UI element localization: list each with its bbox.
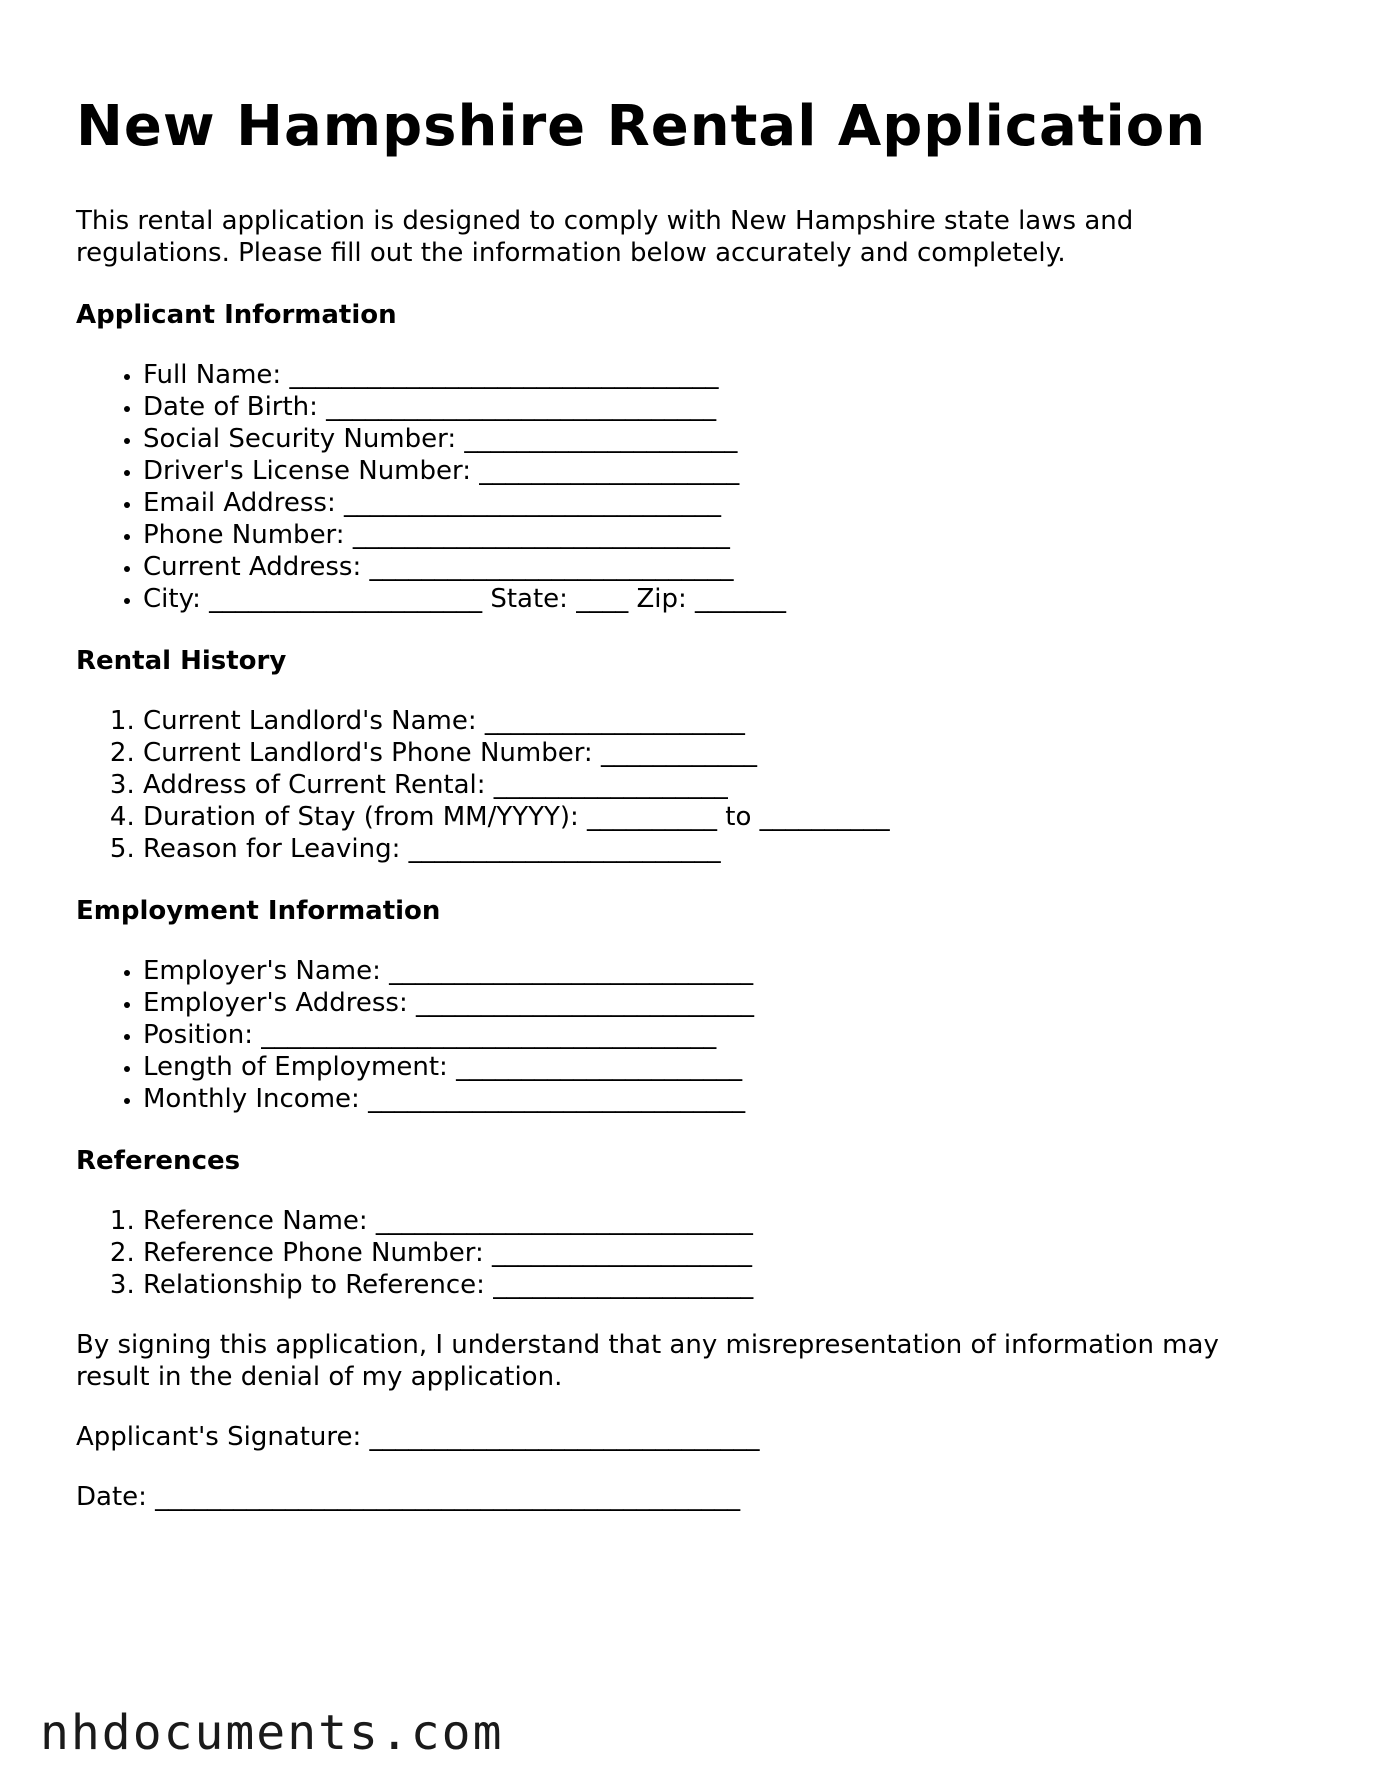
applicant-information-heading: Applicant Information [76,300,397,330]
signature-line: Applicant's Signature: ______________________________ [76,1422,760,1452]
document-content [76,92,1316,1513]
city-state-zip-field: • City: _____________________ State: ____ Zip: _______ [143,583,1316,615]
length-of-employment-field: • Length of Employment: ______________________ [143,1051,1316,1083]
landlord-name-field: 1. Current Landlord's Name: ____________________ [143,705,1316,737]
date-of-birth-field: • Date of Birth: ______________________________ [143,391,1316,423]
employment-information-list [76,955,1316,1115]
rental-history-list [76,705,1316,865]
monthly-income-field: • Monthly Income: _____________________________ [143,1083,1316,1115]
full-name-field: • Full Name: _________________________________ [143,359,1316,391]
current-address-field: • Current Address: ____________________________ [143,551,1316,583]
current-rental-address-field: 3. Address of Current Rental: __________________ [143,769,1316,801]
employer-address-field: • Employer's Address: __________________________ [143,987,1316,1019]
reference-relationship-field: 3. Relationship to Reference: ____________________ [143,1269,1316,1301]
intro-paragraph: This rental application is designed to comply with New Hampshire state laws and regulations. Please fill out the information below accurately and completely. [76,206,1134,268]
applicant-information-list [76,359,1316,615]
reason-for-leaving-field: 5. Reason for Leaving: ________________________ [143,833,1316,865]
references-list [76,1205,1316,1301]
duration-of-stay-field: 4. Duration of Stay (from MM/YYYY): __________ to __________ [143,801,1316,833]
landlord-phone-field: 2. Current Landlord's Phone Number: ____________ [143,737,1316,769]
position-field: • Position: ___________________________________ [143,1019,1316,1051]
date-line: Date: _____________________________________________ [76,1482,741,1512]
references-heading: References [76,1146,241,1176]
employment-information-heading: Employment Information [76,896,441,926]
reference-name-field: 1. Reference Name: _____________________________ [143,1205,1316,1237]
page-title: New Hampshire Rental Application [76,94,1207,159]
reference-phone-field: 2. Reference Phone Number: ____________________ [143,1237,1316,1269]
site-watermark: nhdocuments.com [40,1705,504,1761]
closing-statement: By signing this application, I understand that any misrepresentation of information may result in the denial of my application. [76,1330,1219,1392]
drivers-license-field: • Driver's License Number: ____________________ [143,455,1316,487]
employer-name-field: • Employer's Name: ____________________________ [143,955,1316,987]
ssn-field: • Social Security Number: _____________________ [143,423,1316,455]
phone-field: • Phone Number: _____________________________ [143,519,1316,551]
rental-history-heading: Rental History [76,646,287,676]
email-field: • Email Address: _____________________________ [143,487,1316,519]
